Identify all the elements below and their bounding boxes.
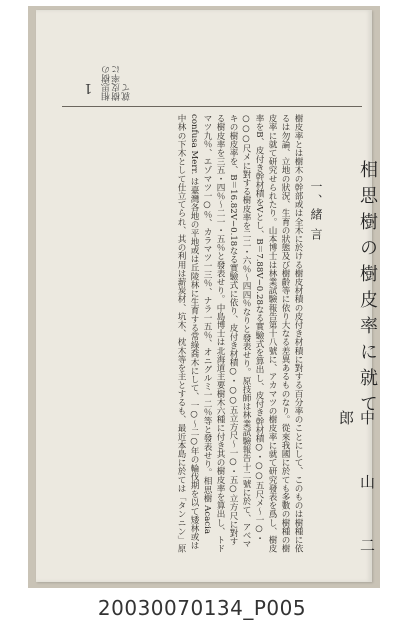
body-text: 樹皮率とは樹木の幹部或は全木に於ける樹皮材積の皮付き材積に對する百分率のことにして、このものは樹種に依るは勿論、立地の狀況、生育の狀態及び樹齡等に依り大なる差異あるものなり。從來我國に於ても多數の樹種の樹皮率に就て研究せられたり。山本博士は林業試驗報告第十八號に、アカマツの樹皮率に就て研究發表を爲し、樹皮率をB、皮付き幹材積をVとし、B＝7.88V−0.28なる實驗式を算出し、皮付き幹材積○・○○五尺メ〜一○・○○○尺メに對する樹皮率を二二・六％〜四四％なりと發表せり。原技師は林業試驗報告十二號に於て、アベマキの樹皮率を、B＝16.82V−0.18なる實驗式に依り、皮付き材積○・○○五立方尺〜一○・五○立方尺に對する樹皮率を三五・四％〜二一・五％と發表せり。中島博士は北海道主要樹木六種に付き其の樹皮率を算出し、トドマツ九％、エゾマツ一○％、カラマツ一三％、ナラ一五％、オニグルミ一二％等と發表せり。相思樹 Acacia confusa Merr. は臺灣各地の平地或は丘陵林に生育する常綠喬木にして、一○〜二○年の輪伐期を以て矮林或は中林の下木として仕立てられ、其の利用は薪炭材、坑木、枕木等を主とするも、最近本島に於ては「タンニン」原 (176, 114, 303, 553)
page-number: 1 (84, 80, 93, 95)
running-header: 相思樹の樹皮率に就て (102, 65, 132, 101)
document-page (36, 10, 378, 582)
section-heading: 一、緒 言 (309, 180, 323, 242)
header-rule (62, 106, 362, 107)
author-name: 中 山 二 郎 (337, 410, 376, 575)
image-caption: 20030070134_P005 (97, 596, 307, 620)
article-title: 相思樹の樹皮率に就て (357, 160, 378, 420)
